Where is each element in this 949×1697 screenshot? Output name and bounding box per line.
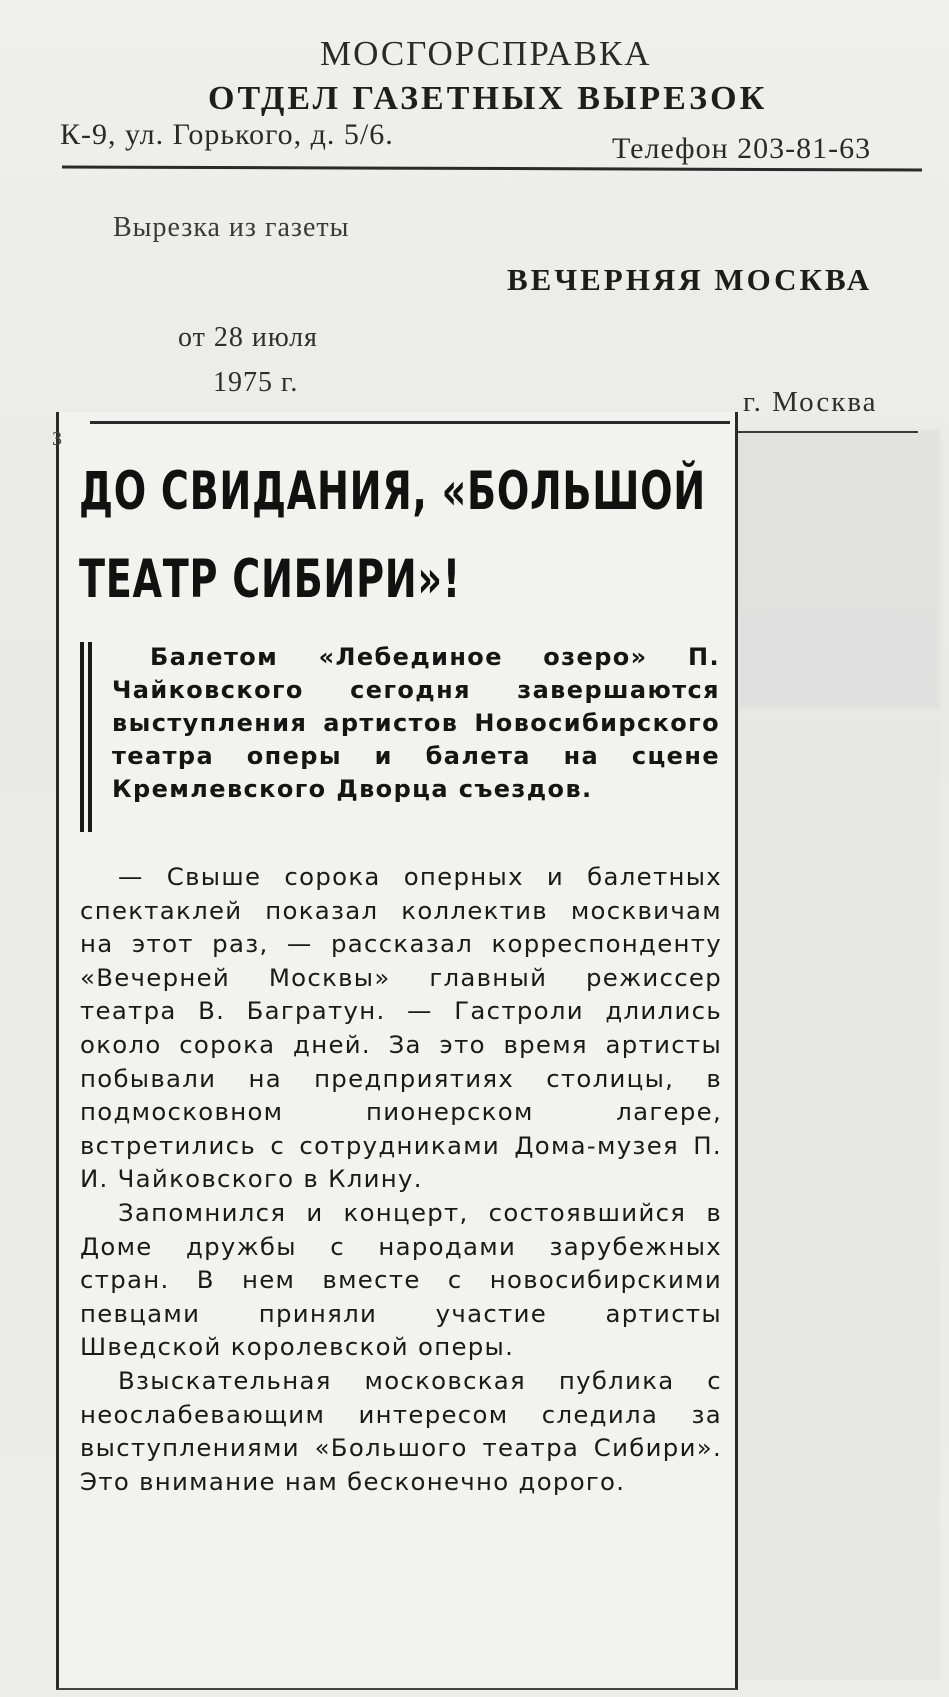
clipping-year: 1975 г.: [213, 367, 299, 398]
article-headline: [79, 448, 706, 624]
headline-line-1: ДО СВИДАНИЯ, «БОЛЬШОЙ: [79, 461, 706, 522]
article-lead: Балетом «Лебединое озеро» П. Чайковского сегодня завершаются выступления артистов Новосибирского театра оперы и балета на сцене Кремлевского Дворца съездов.: [112, 643, 720, 803]
body-paragraph-1: — Свыше сорока оперных и балетных спектаклей показал коллектив москвичам на этот раз, — рассказал корреспонденту «Вечерней Москвы» главный режиссер театра В. Багратун. — Гастроли длились около сорока дней. За это время артисты побывали на предприятиях столицы, в подмосковном пионерском лагере, встретились с сотрудниками Дома-музея П. И. Чайковского в Клину.: [80, 862, 722, 1194]
clipping-label: Вырезка из газеты: [113, 212, 350, 243]
agency-phone: Телефон 203-81-63: [612, 132, 872, 165]
page-number: 3: [52, 428, 62, 450]
lead-marker-bars: [80, 642, 92, 832]
bleed-through-shadow-lower: [735, 720, 940, 1680]
headline-line-2: ТЕАТР СИБИРИ»!: [79, 549, 461, 610]
newspaper-name: ВЕЧЕРНЯЯ МОСКВА: [507, 262, 873, 297]
body-paragraph-3: Взыскательная московская публика с неослабевающим интересом следила за выступлениями «Большого театра Сибири». Это внимание нам бесконечно дорого.: [80, 1365, 722, 1496]
body-paragraph-2: Запомнился и концерт, состоявшийся в Доме дружбы с народами зарубежных стран. В нем вместе с новосибирскими певцами приняли участие артисты Шведской королевской оперы.: [80, 1197, 722, 1362]
clipping-date: от 28 июля: [178, 322, 318, 353]
article-body: [80, 860, 722, 1498]
clipping-city: г. Москва: [743, 386, 878, 418]
agency-address: К-9, ул. Горького, д. 5/6.: [60, 118, 394, 151]
bleed-through-shadow: [735, 430, 940, 710]
agency-name: МОСГОРСПРАВКА: [320, 34, 652, 73]
department-name: ОТДЕЛ ГАЗЕТНЫХ ВЫРЕЗОК: [208, 80, 768, 117]
clipping-top-rule: [90, 421, 730, 424]
